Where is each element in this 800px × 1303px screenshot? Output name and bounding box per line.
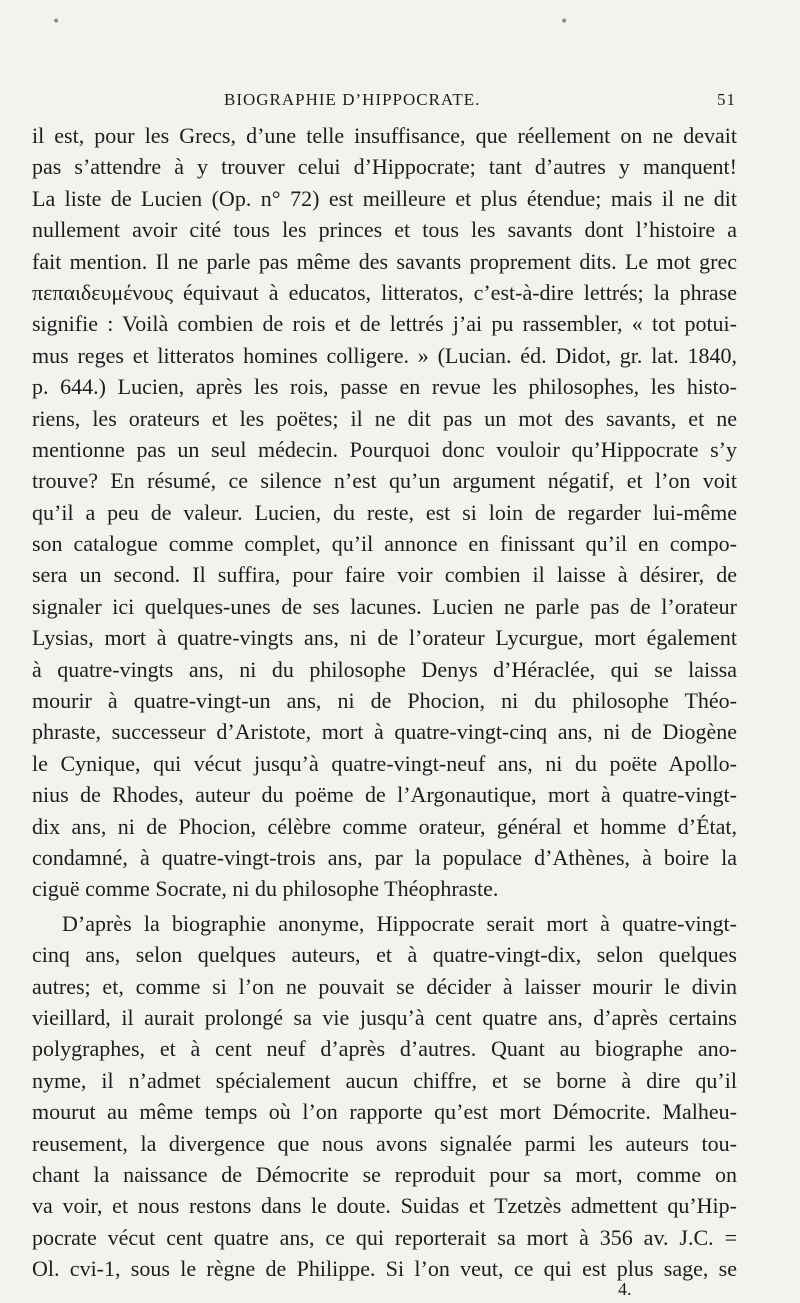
text-line: πεπαιδευμένους équivaut à educatos, litteratos, c’est-à-dire lettrés; la phrase — [32, 279, 737, 305]
text-line: Ol. cvi-1, sous le règne de Philippe. Si l’on veut, ce qui est plus sage, se — [32, 1256, 737, 1282]
text-line: phraste, successeur d’Aristote, mort à quatre-vingt-cinq ans, ni de Diogène — [32, 719, 737, 745]
text-line: nyme, il n’admet spécialement aucun chiffre, et se borne à dire qu’il — [32, 1067, 737, 1093]
text-line: le Cynique, qui vécut jusqu’à quatre-vingt-neuf ans, ni du poëte Apollo- — [32, 750, 737, 776]
text-line: p. 644.) Lucien, après les rois, passe en revue les philosophes, les histo- — [32, 374, 737, 400]
text-line: autres; et, comme si l’on ne pouvait se décider à laisser mourir le divin — [32, 973, 737, 999]
text-line: sera un second. Il suffira, pour faire voir combien il laisse à désirer, de — [32, 562, 737, 588]
print-mark: • — [560, 14, 569, 30]
print-mark: • — [52, 14, 61, 30]
text-line: pas s’attendre à y trouver celui d’Hippocrate; tant d’autres y manquent! — [32, 154, 737, 180]
text-line: qu’il a peu de valeur. Lucien, du reste, est si loin de regarder lui-même — [32, 499, 737, 525]
text-line: polygraphes, et à cent neuf d’après d’autres. Quant au biographe ano- — [32, 1036, 737, 1062]
text-line: mus reges et litteratos homines colligere. » (Lucian. éd. Didot, gr. lat. 1840, — [32, 342, 737, 368]
text-line: va voir, et nous restons dans le doute. Suidas et Tzetzès admettent qu’Hip- — [32, 1193, 737, 1219]
text-line: signifie : Voilà combien de rois et de lettrés j’ai pu rassembler, « tot potui- — [32, 311, 737, 337]
text-line: mourir à quatre-vingt-un ans, ni de Phocion, ni du philosophe Théo- — [32, 688, 737, 714]
text-line: riens, les orateurs et les poëtes; il ne dit pas un mot des savants, et ne — [32, 405, 737, 431]
text-line: à quatre-vingts ans, ni du philosophe Denys d’Héraclée, qui se laissa — [32, 656, 737, 682]
paragraph — [32, 120, 737, 905]
text-line: cinq ans, selon quelques auteurs, et à quatre-vingt-dix, selon quelques — [32, 942, 737, 968]
text-line: son catalogue comme complet, qu’il annonce en finissant qu’il en compo- — [32, 531, 737, 557]
text-line: il est, pour les Grecs, d’une telle insuffisance, que réellement on ne devait — [32, 123, 737, 148]
text-line: mourut au même temps où l’on rapporte qu’est mort Démocrite. Malheu- — [32, 1099, 737, 1125]
text-line: reusement, la divergence que nous avons signalée parmi les auteurs tou- — [32, 1130, 737, 1156]
text-line: dix ans, ni de Phocion, célèbre comme orateur, général et homme d’État, — [32, 813, 737, 839]
text-line: Lysias, mort à quatre-vingts ans, ni de l’orateur Lycurgue, mort également — [32, 625, 737, 651]
text-line: ciguë comme Socrate, ni du philosophe Théophraste. — [32, 876, 499, 902]
body-text — [32, 120, 737, 1284]
text-line: nius de Rhodes, auteur du poëme de l’Argonautique, mort à quatre-vingt- — [32, 782, 737, 808]
text-line: condamné, à quatre-vingt-trois ans, par la populace d’Athènes, à boire la — [32, 844, 737, 870]
running-header — [32, 90, 736, 114]
page-number: 51 — [717, 90, 736, 109]
text-line: mentionne pas un seul médecin. Pourquoi donc vouloir qu’Hippocrate s’y — [32, 436, 737, 462]
text-line: La liste de Lucien (Op. n° 72) est meilleure et plus étendue; mais il ne dit — [32, 185, 737, 211]
paragraph — [32, 908, 737, 1285]
text-line: trouve? En résumé, ce silence n’est qu’un argument négatif, et l’on voit — [32, 468, 737, 494]
text-line: fait mention. Il ne parle pas même des savants proprement dits. Le mot grec — [32, 248, 737, 274]
signature-mark: 4. — [618, 1279, 632, 1299]
text-line: pocrate vécut cent quatre ans, ce qui reporterait sa mort à 356 av. J.C. = — [32, 1224, 737, 1250]
text-line: D’après la biographie anonyme, Hippocrate serait mort à quatre-vingt- — [62, 910, 737, 936]
text-line: signaler ici quelques-unes de ses lacunes. Lucien ne parle pas de l’orateur — [32, 593, 737, 619]
running-title: BIOGRAPHIE D’HIPPOCRATE. — [224, 90, 481, 109]
text-line: nullement avoir cité tous les princes et tous les savants dont l’histoire a — [32, 217, 737, 243]
text-line: chant la naissance de Démocrite se reproduit pour sa mort, comme on — [32, 1161, 737, 1187]
text-line: vieillard, il aurait prolongé sa vie jusqu’à cent quatre ans, d’après certains — [32, 1004, 737, 1030]
